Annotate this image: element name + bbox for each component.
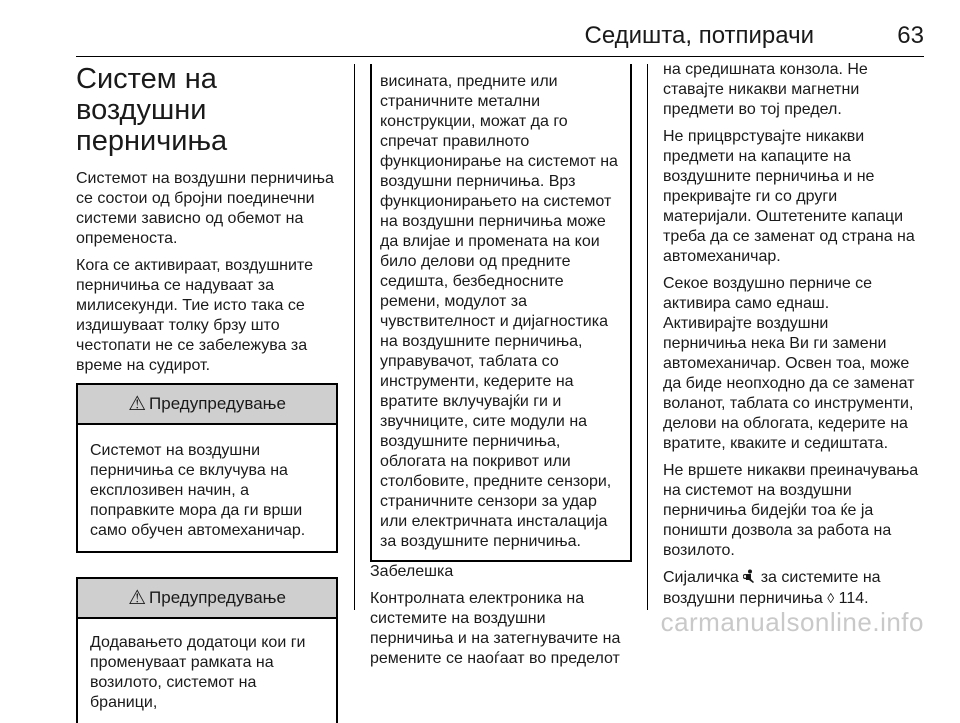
warning-header <box>78 579 336 619</box>
warning-triangle-icon: ⚠ <box>128 393 147 415</box>
warning-box <box>76 577 338 723</box>
column-divider-1 <box>354 64 355 610</box>
airbag-indicator-icon <box>743 569 760 586</box>
page-reference-arrow-icon: ◊ <box>827 590 835 606</box>
warning-body: Додавањето додатоци кои ги променуваат рамката на возилото, системот на браници, <box>90 634 306 711</box>
header-rule <box>76 56 924 57</box>
watermark: carmanualsonline.info <box>660 607 924 637</box>
cross-reference <box>663 568 933 609</box>
paragraph: Секое воздушно перниче се активира само еднаш. Активирајте воздушни перничиња нека Ви ги замени автомеханичар. Освен тоа, може да биде неопходно да се заменат воланот, таблата со инструменти, делови на облогата, кедерите на вратите, кваките и седиштата. <box>663 275 915 452</box>
reference-text: за системите на воздушни перничиња <box>663 569 881 607</box>
paragraph: Не вршете никакви преиначувања на системот на воздушни перничиња бидејќи тоа ќе ја поништи дозвола за работа на возилото. <box>663 462 919 559</box>
column-1 <box>76 60 338 723</box>
column-2 <box>370 64 632 676</box>
column-3 <box>663 60 933 616</box>
warning-title: Предупредување <box>149 588 286 607</box>
warning-body: Системот на воздушни перничиња се вклучува на експлозивен начин, а поправките мора да ги врши само обучен автомеханичар. <box>90 442 306 539</box>
paragraph: Не прицврстувајте никакви предмети на капаците на воздушните перничиња и не прекривајте ги со други материјали. Оштетените капаци треба да се заменат од страна на автомеханичар. <box>663 128 915 265</box>
reference-prefix: Сијаличка <box>663 569 739 586</box>
warning-continuation-box: висината, предните или страничните метални конструкции, можат да го спречат правилното функционирање на системот на воздушни перничиња. Врз функционирањето на системот на воздушни перничиња може да влијае и промената на кои било делови од предните седишта, безбедносните ремени, модулот за чувствителност и дијагностика на воздушните перничиња, управувачот, таблата со инструменти, кедерите на вратите вклучувајќи ги и звучниците, сите модули на воздушните перничиња, облогата на покривот или столбовите, предните сензори, страничните сензори за удар или електричната инсталација за воздушните перничиња. <box>370 64 632 562</box>
note-body: Контролната електроника на системите на воздушни перничиња и на затегнувачите на ремените се наоѓаат во пределот <box>370 590 621 667</box>
paragraph: на средишната конзола. Не ставајте никакви магнетни предмети во тој предел. <box>663 61 868 118</box>
warning-triangle-icon: ⚠ <box>128 587 147 609</box>
reference-page[interactable]: 114. <box>838 590 869 607</box>
running-header-title: Седишта, потпирачи <box>584 22 814 49</box>
section-heading: Систем на воздушни перничиња <box>76 63 228 157</box>
note-heading: Забелешка <box>370 563 454 580</box>
paragraph: Системот на воздушни перничиња се состои од бројни поединечни системи зависно од обемот на опременоста. <box>76 170 334 247</box>
warning-header <box>78 385 336 425</box>
paragraph: Кога се активираат, воздушните перничиња се надуваат за милисекунди. Тие исто така се издишуваат толку брзу што честопати не се забележува за време на судирот. <box>76 257 313 374</box>
page-number: 63 <box>897 22 924 49</box>
column-divider-2 <box>647 64 648 610</box>
warning-box <box>76 383 338 553</box>
warning-title: Предупредување <box>149 394 286 413</box>
